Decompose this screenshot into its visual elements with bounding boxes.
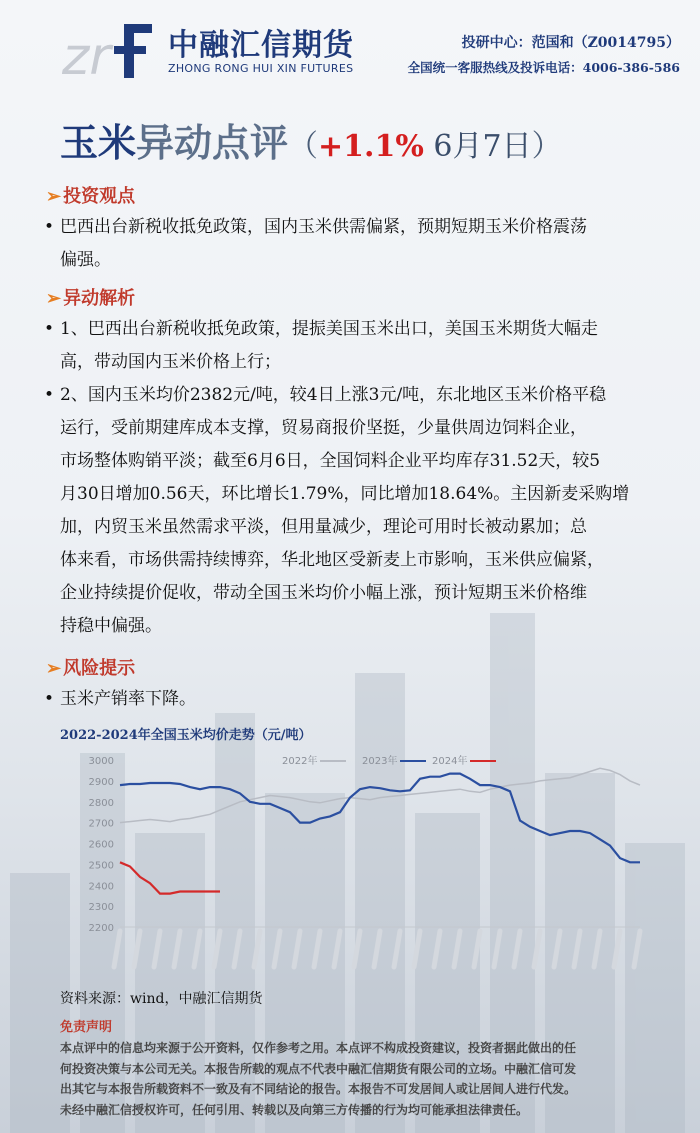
y-tick-label: 2500 [88,860,114,872]
analysis-paragraph-2: • 2、国内玉米均价2382元/吨，较4日上涨3元/吨，东北地区玉米价格平稳 运行，受前期建库成本支撑，贸易商报价坚挺，少量供周边饲料企业， 市场整体购销平淡；截至6月6日，全国饲料企业平均库存31.52天，较5 月30日增加0.56天，环比增长1.79%，同比增加18.64%。主因新麦采购增 加，内贸玉米虽然需求平淡，但用量减少，理论可用时长被动累加；总 体来看，市场供需持续博弈，华北地区受新麦上市影响，玉米供应偏紧， 企业持续提价促收，带动全国玉米均价小幅上涨，预计短期玉米价格维 持稳中偏强。 [44,379,664,643]
page-title [60,112,562,167]
y-tick-label: 2700 [88,818,114,830]
legend-label: 2023年 [362,756,398,767]
company-name-en: ZHONG RONG HUI XIN FUTURES [168,62,354,75]
x-tick-mark [314,931,320,967]
title-open-paren: （ [288,129,319,164]
page-header [0,0,700,92]
y-tick-label: 2900 [88,776,114,788]
bullet-icon: • [44,319,55,339]
x-tick-mark [554,931,560,967]
x-tick-mark [534,931,540,967]
x-tick-mark [274,931,280,967]
legend-label: 2024年 [432,756,468,767]
risk-paragraph: • 玉米产销率下降。 [44,683,664,716]
hotline-contact: 全国统一客服热线及投诉电话：4006-386-586 [407,60,680,75]
x-tick-mark [494,931,500,967]
y-tick-label: 3000 [88,756,114,767]
title-product: 玉米 [60,120,137,165]
y-tick-label: 2200 [88,923,114,934]
x-tick-mark [254,931,260,967]
x-tick-mark [374,931,380,967]
title-date: 6月7日 [423,129,532,164]
x-tick-mark [194,931,200,967]
series-line-2022年 [120,768,640,822]
disclaimer-title: 免责声明 [60,1020,113,1035]
x-tick-mark [574,931,580,967]
section-heading-analysis: ➢ 异动解析 [46,288,136,309]
x-tick-mark [214,931,220,967]
company-name-cn: 中融汇信期货 [168,28,354,63]
chevron-right-icon: ➢ [46,186,62,207]
x-tick-mark [354,931,360,967]
x-tick-mark [334,931,340,967]
section-heading-risk: ➢ 风险提示 [46,658,136,679]
y-tick-label: 2300 [88,902,114,914]
analysis-paragraph-1: • 1、巴西出台新税收抵免政策，提振美国玉米出口，美国玉米期货大幅走 高，带动国内玉米价格上行； [44,313,664,379]
chevron-right-icon: ➢ [46,658,62,679]
x-tick-mark [414,931,420,967]
svg-text:zr: zr [62,27,111,80]
bullet-icon: • [44,385,55,405]
x-tick-mark [394,931,400,967]
x-tick-mark [434,931,440,967]
series-line-2023年 [120,774,640,863]
x-tick-mark [134,931,140,967]
x-tick-mark [174,931,180,967]
x-tick-mark [474,931,480,967]
x-tick-mark [614,931,620,967]
title-close-paren: ） [531,129,562,164]
bullet-icon: • [44,217,55,237]
data-source: 资料来源：wind，中融汇信期货 [60,991,263,1007]
price-trend-chart [60,745,650,980]
x-tick-mark [634,931,640,967]
bullet-icon: • [44,689,55,709]
section-heading-view: ➢ 投资观点 [46,186,136,207]
view-paragraph: • 巴西出台新税收抵免政策，国内玉米供需偏紧，预期短期玉米价格震荡 偏强。 [44,211,664,277]
x-tick-mark [114,931,120,967]
analyst-contact: 投研中心：范国和（Z0014795） [461,35,680,51]
y-tick-label: 2600 [88,839,114,851]
y-tick-label: 2400 [88,881,114,893]
series-line-2024年 [120,862,220,893]
x-tick-mark [594,931,600,967]
chevron-right-icon: ➢ [46,288,62,309]
price-change-badge: +1.1% [318,129,424,164]
disclaimer-text: 本点评中的信息均来源于公开资料，仅作参考之用。本点评不构成投资建议，投资者据此做出的任 何投资决策与本公司无关。本报告所载的观点不代表中融汇信期货有限公司的立场。中融汇信可发 出其它与本报告所载资料不一致及有不同结论的报告。本报告不可发居间人或让居间人进行代发。 未经中融汇信授权许可，任何引用、转载以及向第三方传播的行为均可能承担法律责任。 [60,1041,577,1117]
x-tick-mark [234,931,240,967]
x-tick-mark [154,931,160,967]
company-logo-icon [62,18,160,80]
y-tick-label: 2800 [88,797,114,809]
x-tick-mark [294,931,300,967]
title-subject: 异动点评 [136,120,289,165]
chart-title: 2022-2024年全国玉米均价走势（元/吨） [60,728,312,743]
legend-label: 2022年 [282,756,318,767]
x-tick-mark [514,931,520,967]
x-tick-mark [454,931,460,967]
